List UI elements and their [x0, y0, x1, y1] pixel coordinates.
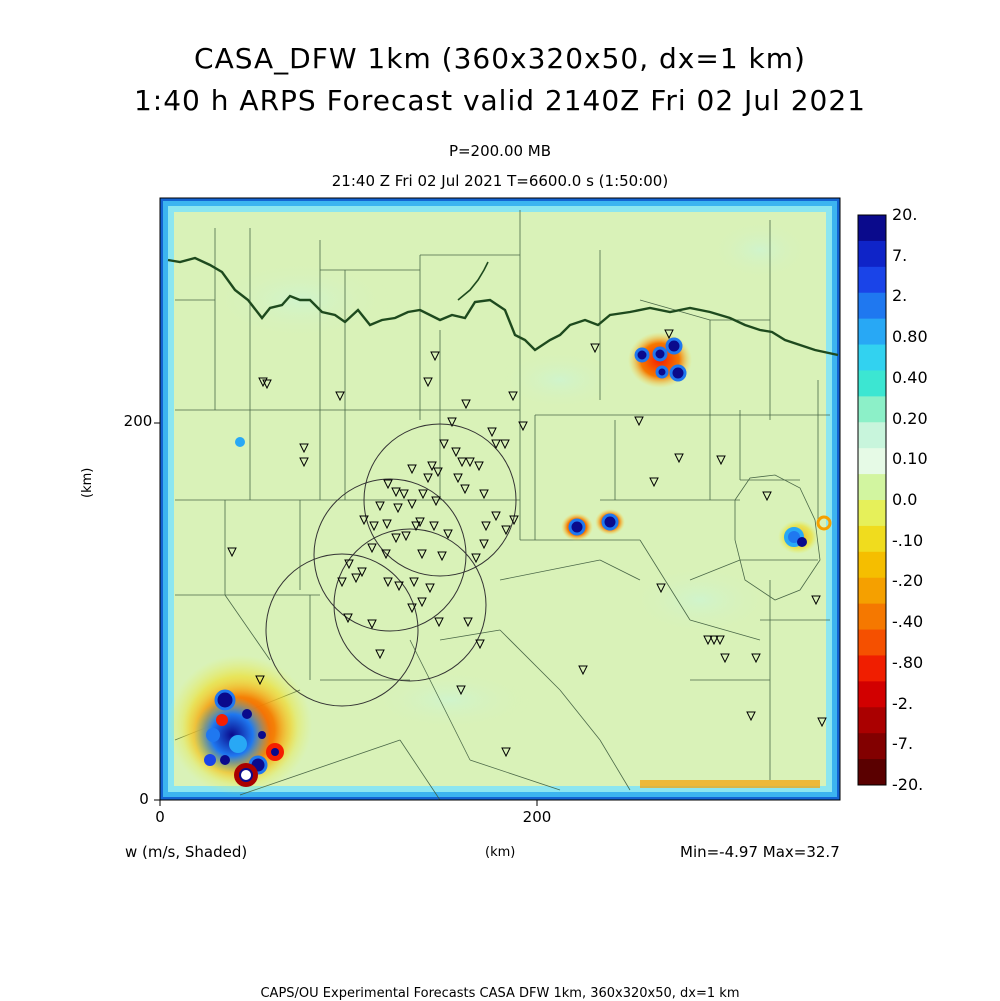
- colorbar-label: -2.: [892, 693, 914, 713]
- main-title-line2: 1:40 h ARPS Forecast valid 2140Z Fri 02 Jul 2021: [133, 84, 866, 117]
- colorbar-swatch: [858, 267, 886, 293]
- colorbar-swatch: [858, 396, 886, 422]
- min-max-label: Min=-4.97 Max=32.7: [680, 843, 840, 861]
- colorbar-swatch: [858, 526, 886, 552]
- colorbar-label: 0.40: [892, 367, 928, 387]
- colorbar-label: -.20: [892, 571, 924, 591]
- valid-time: 21:40 Z Fri 02 Jul 2021 T=6600.0 s (1:50:00): [331, 172, 669, 190]
- colorbar-label: -7.: [892, 734, 914, 754]
- footer-credit: CAPS/OU Experimental Forecasts CASA DFW 1km, 360x320x50, dx=1 km: [260, 986, 740, 1001]
- colorbar-swatch: [858, 578, 886, 604]
- colorbar-swatch: [858, 370, 886, 396]
- colorbar-swatch: [858, 448, 886, 474]
- colorbar-swatch: [858, 759, 886, 785]
- colorbar-swatch: [858, 345, 886, 371]
- x-tick-200: 200: [522, 808, 552, 826]
- colorbar-label: 0.20: [892, 408, 928, 428]
- colorbar-swatch: [858, 630, 886, 656]
- colorbar-swatch: [858, 215, 886, 241]
- y-tick-200: 200: [123, 412, 153, 430]
- colorbar-label: 20.: [892, 205, 918, 224]
- colorbar-label: 7.: [892, 245, 908, 265]
- colorbar-swatch: [858, 604, 886, 630]
- colorbar-swatch: [858, 681, 886, 707]
- colorbar-swatch: [858, 552, 886, 578]
- colorbar-label: -.40: [892, 612, 924, 632]
- colorbar-swatch: [858, 474, 886, 500]
- y-axis-label: (km): [80, 467, 95, 498]
- colorbar-label: 0.80: [892, 327, 928, 347]
- colorbar-label: 2.: [892, 286, 908, 306]
- colorbar-label: 0.0: [892, 490, 918, 509]
- colorbar-label: -20.: [892, 775, 924, 794]
- field-label: w (m/s, Shaded): [125, 843, 248, 861]
- colorbar-label: -.80: [892, 652, 924, 672]
- colorbar-swatch: [858, 500, 886, 526]
- colorbar-swatch: [858, 241, 886, 267]
- x-tick-0: 0: [155, 808, 165, 826]
- colorbar-swatch: [858, 293, 886, 319]
- pressure-level: P=200.00 MB: [448, 142, 552, 160]
- colorbar-label: -.10: [892, 530, 924, 550]
- colorbar-swatch: [858, 655, 886, 681]
- colorbar-swatch: [858, 733, 886, 759]
- colorbar-label: 0.10: [892, 449, 928, 469]
- colorbar-swatch: [858, 319, 886, 345]
- y-tick-0: 0: [139, 790, 149, 808]
- colorbar: [858, 215, 886, 786]
- x-axis-label: (km): [485, 845, 516, 860]
- main-title-line1: CASA_DFW 1km (360x320x50, dx=1 km): [194, 42, 806, 75]
- boundary-strip: [640, 780, 820, 788]
- colorbar-swatch: [858, 422, 886, 448]
- colorbar-swatch: [858, 707, 886, 733]
